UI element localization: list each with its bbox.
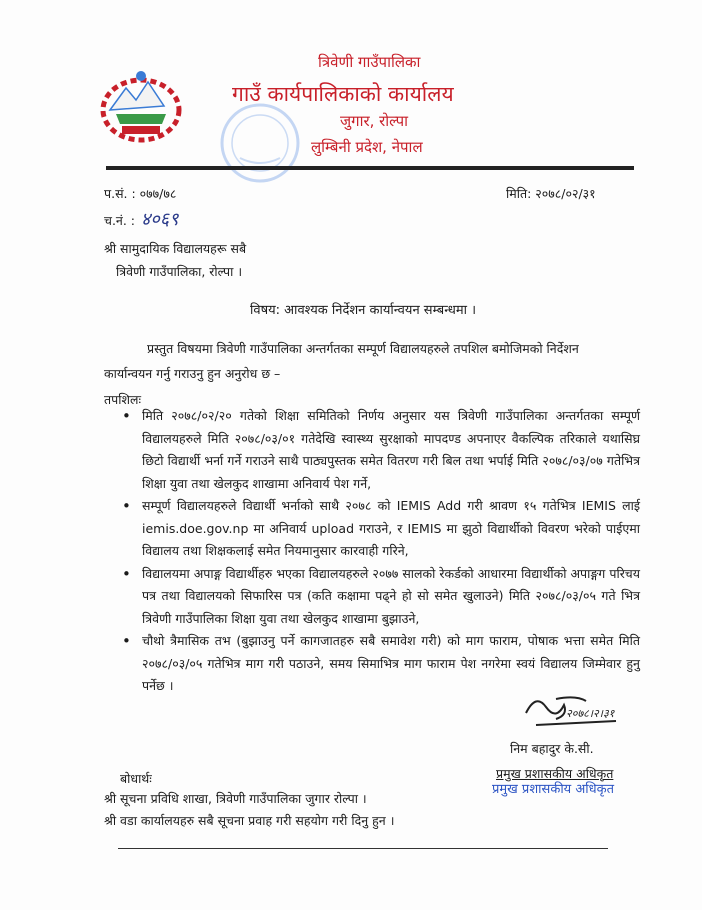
letter-subject: विषय: आवश्यक निर्देशन कार्यान्वयन सम्बन्धमा । bbox=[250, 303, 477, 318]
list-item: • सम्पूर्ण विद्यालयहरुले विद्यार्थी भर्नाको साथै २०७८ को IEMIS Add गरी श्रावण १५ गतेभित्र IEMIS लाई iemis.doe.gov.np मा अनिवार्य upload गराउने, र IEMIS मा झुठो विद्यार्थीको विवरण भरेको पाईएमा विद्यालय तथा शिक्षकलाई समेत नियमानुसार कारवाही गरिने, bbox=[120, 495, 640, 563]
signatory-designation: प्रमुख प्रशासकीय अधिकृत bbox=[496, 766, 614, 781]
office-location: जुगार, रोल्पा bbox=[340, 112, 408, 130]
reference-number-value: ४०६९ bbox=[141, 209, 179, 230]
signature-icon bbox=[516, 685, 626, 735]
list-item: • चौथो त्रैमासिक तभ (बुझाउनु पर्ने कागजातहरु सबै समावेश गरी) को माग फाराम, पोषाक भत्ता समेत मिति २०७८/०३/०५ गतेभित्र माग गरी पठाउने, समय सिमाभित्र माग फाराम पेश नगरेमा स्वयं विद्यालय जिम्मेवार हुनु पर्नेछ । bbox=[120, 630, 640, 698]
list-item: • विद्यालयमा अपाङ्ग विद्यार्थीहरु भएका विद्यालयहरुले २०७७ सालको रेकर्डको आधारमा विद्यार्थीको अपाङ्गग परिचय पत्र तथा विद्यालयको सिफारिस पत्र (कति कक्षामा पढ्ने हो सो समेत खुलाउने) मिति २०७८/०३/०५ गते भित्र त्रिवेणी गाउँपालिका शिक्षा युवा तथा खेलकुद शाखामा बुझाउने, bbox=[120, 563, 640, 631]
body-paragraph-line-1: प्रस्तुत विषयमा त्रिवेणी गाउँपालिका अन्तर्गतका सम्पूर्ण विद्यालयहरुले तपशिल बमोजिमको निर्देशन bbox=[147, 341, 579, 356]
cc-line-2: श्री वडा कार्यालयहरु सबै सूचना प्रवाह गरी सहयोग गरी दिनु हुन । bbox=[104, 813, 395, 828]
office-stamp-icon bbox=[210, 98, 310, 188]
signature-date: २०७८।२।३१ bbox=[566, 707, 615, 720]
body-paragraph-line-2: कार्यान्वयन गर्नु गराउनु हुन अनुरोध छ – bbox=[104, 366, 281, 381]
municipality-name: त्रिवेणी गाउँपालिका bbox=[318, 53, 421, 71]
signatory-name: निम बहादुर के.सी. bbox=[510, 741, 594, 756]
details-heading: तपशिलः bbox=[104, 392, 141, 407]
instruction-list bbox=[120, 405, 640, 698]
designation-stamp: प्रमुख प्रशासकीय अधिकृत bbox=[492, 782, 615, 797]
cc-line-1: श्री सूचना प्रविधि शाखा, त्रिवेणी गाउँपालिका जुगार रोल्पा । bbox=[104, 791, 367, 806]
reference-number bbox=[104, 207, 178, 231]
recipient-line-2: त्रिवेणी गाउँपालिका, रोल्पा । bbox=[116, 264, 243, 279]
cc-label: बोधार्थः bbox=[120, 771, 152, 786]
office-title: गाउँ कार्यपालिकाको कार्यालय bbox=[232, 82, 454, 106]
letter-date: मिति: २०७८/०२/३१ bbox=[506, 186, 596, 201]
list-item: • मिति २०७८/०२/२० गतेको शिक्षा समितिको निर्णय अनुसार यस त्रिवेणी गाउँपालिका अन्तर्गतका सम्पूर्ण विद्यालयहरुले मिति २०७८/०३/०१ गतेदेखि स्वास्थ्य सुरक्षाको मापदण्ड अपनाएर वैकल्पिक तरिकाले यथासिघ्र छिटो विद्यार्थी भर्ना गर्ने गराउने साथै पाठ्यपुस्तक समेत वितरण गरी बिल तथा भर्पाई मिति २०७८/०३/०७ गतेभित्र शिक्षा युवा तथा खेलकुद शाखामा अनिवार्य पेश गर्ने, bbox=[120, 405, 640, 495]
reference-year: प.सं. : ०७७/७८ bbox=[104, 186, 177, 201]
footer-divider bbox=[118, 848, 608, 849]
reference-number-label: च.नं. : bbox=[104, 213, 136, 228]
letterhead-divider bbox=[106, 166, 634, 170]
nepal-emblem-icon bbox=[96, 66, 186, 146]
province-name: लुम्बिनी प्रदेश, नेपाल bbox=[311, 138, 423, 156]
recipient-line-1: श्री सामुदायिक विद्यालयहरू सबै bbox=[104, 241, 247, 256]
